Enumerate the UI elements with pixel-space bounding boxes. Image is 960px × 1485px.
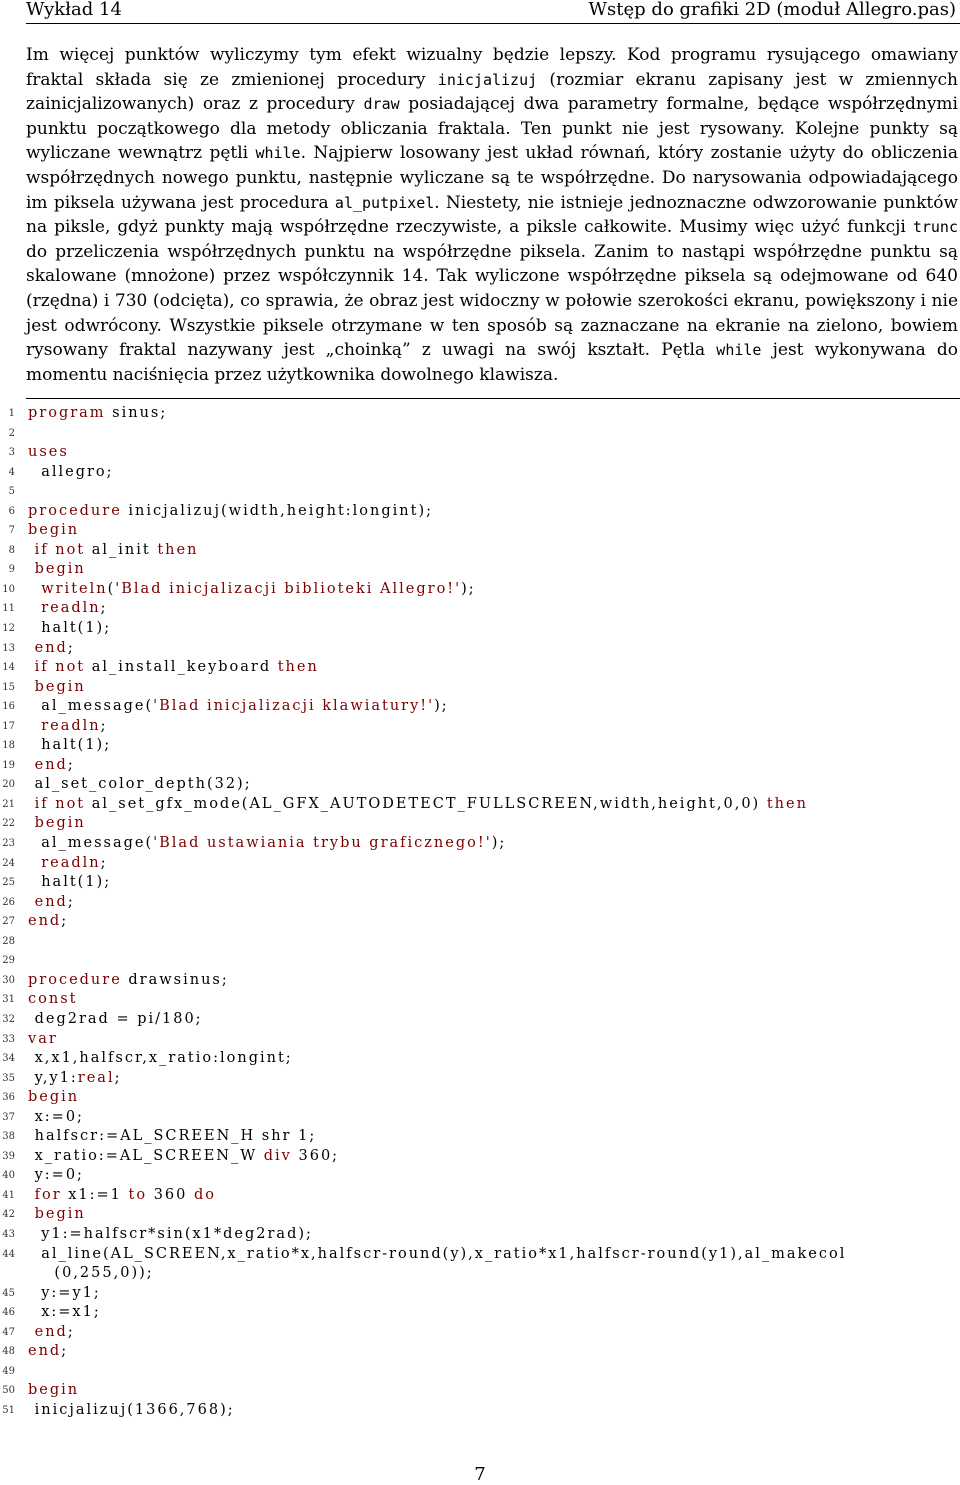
code-line (0, 1245, 960, 1265)
code-text: al_message( (28, 835, 154, 852)
code-text: x1:=1 (61, 1186, 129, 1203)
code-rule (26, 398, 960, 399)
code-line (0, 971, 960, 991)
code-text: 360; (291, 1147, 340, 1164)
code-line (0, 1127, 960, 1147)
line-number: 50 (2, 1385, 15, 1397)
line-number: 49 (2, 1365, 15, 1377)
header-course-title: Wstęp do grafiki 2D (moduł Allegro.pas) (588, 0, 956, 20)
code-keyword: end (34, 756, 68, 773)
code-line (0, 736, 960, 756)
line-number: 4 (8, 466, 15, 478)
line-number: 11 (2, 603, 15, 615)
code-keyword: for (34, 1186, 62, 1203)
code-string: 'Blad inicjalizacji biblioteki Allegro!' (115, 580, 462, 597)
line-number: 5 (8, 486, 15, 498)
code-line (0, 854, 960, 874)
code-source (28, 1147, 339, 1167)
line-number: 16 (2, 701, 15, 713)
code-source (28, 1342, 68, 1362)
code-text: sinus; (105, 405, 168, 421)
code-line (0, 1108, 960, 1128)
code-source (28, 1284, 101, 1304)
code-line (0, 1264, 960, 1284)
code-line (0, 619, 960, 639)
line-number: 37 (2, 1111, 15, 1123)
code-line (0, 424, 960, 444)
line-number: 20 (2, 779, 15, 791)
code-keyword: not (55, 795, 86, 812)
line-number: 14 (2, 662, 15, 674)
code-source (28, 1381, 79, 1401)
code-text (28, 1324, 35, 1340)
code-text: ); (434, 698, 449, 715)
code-line (0, 658, 960, 678)
code-keyword: const (28, 991, 78, 1008)
paragraph-text: Im więcej punktów wyliczymy tym efekt wizualny będzie lepszy. Kod programu rysującego omawiany fraktal składa się ze zmienionej procedury (26, 45, 958, 90)
line-number: 7 (8, 525, 15, 537)
code-keyword: procedure (28, 971, 122, 988)
code-source (28, 541, 198, 561)
code-source (28, 1245, 846, 1265)
code-source (28, 854, 108, 874)
line-number: 10 (2, 583, 15, 595)
line-number: 40 (2, 1170, 15, 1182)
code-text: ; (67, 756, 75, 773)
code-source (28, 736, 111, 756)
code-keyword: not (55, 541, 86, 558)
code-line (0, 1323, 960, 1343)
code-source (28, 1264, 154, 1284)
code-line (0, 717, 960, 737)
line-number: 43 (2, 1228, 15, 1240)
code-line (0, 1010, 960, 1030)
code-line (0, 1030, 960, 1050)
code-text (28, 855, 41, 871)
line-number: 22 (2, 818, 15, 830)
code-text (28, 1187, 35, 1203)
code-source (28, 912, 68, 932)
code-keyword: begin (28, 522, 80, 539)
code-source (28, 521, 79, 541)
line-number: 26 (2, 896, 15, 908)
code-line (0, 775, 960, 795)
code-text: halt(1); (28, 620, 112, 637)
code-keyword: program (28, 405, 106, 421)
line-number: 35 (2, 1072, 15, 1084)
code-text: halt(1); (28, 874, 112, 891)
code-text: x,x1,halfscr,x_ratio:longint; (28, 1050, 293, 1067)
code-source (28, 1166, 84, 1186)
line-number: 24 (2, 857, 15, 869)
code-text: ; (100, 600, 108, 617)
code-line (0, 1362, 960, 1382)
code-source (28, 1323, 75, 1343)
code-source (28, 404, 167, 424)
code-keyword: then (277, 659, 319, 676)
code-string: 'Blad inicjalizacji klawiatury!' (153, 698, 435, 715)
code-text (28, 581, 41, 597)
code-source (28, 443, 69, 463)
code-line (0, 1225, 960, 1245)
code-source (28, 1088, 79, 1108)
code-source (28, 1049, 293, 1069)
code-source (28, 775, 252, 795)
line-number: 30 (2, 974, 15, 986)
line-number: 21 (2, 798, 15, 810)
body-paragraph (26, 43, 958, 387)
line-number: 31 (2, 994, 15, 1006)
code-line (0, 541, 960, 561)
inline-code: inicjalizuj (437, 70, 538, 89)
code-line (0, 639, 960, 659)
paragraph-text: . Najpierw losowany jest układ równań, który zostanie użyty do obliczenia współrzędnych nowego punktu, następnie wyliczane są te współrzędne. Do narysowania odpowiadającego im piksela używana jest procedura (26, 143, 958, 213)
code-line (0, 1401, 960, 1421)
code-text (28, 659, 35, 675)
code-line (0, 756, 960, 776)
code-text: ; (100, 717, 108, 734)
header-rule (26, 23, 960, 24)
line-number: 8 (8, 544, 15, 556)
line-number: 32 (2, 1013, 15, 1025)
code-line (0, 951, 960, 971)
code-line (0, 502, 960, 522)
code-line (0, 560, 960, 580)
code-keyword: readln (41, 854, 101, 871)
code-line (0, 1147, 960, 1167)
code-text: ; (67, 1323, 75, 1340)
line-number: 25 (2, 877, 15, 889)
line-number: 39 (2, 1150, 15, 1162)
code-keyword: readln (41, 717, 101, 734)
code-keyword: begin (34, 678, 86, 695)
line-number: 44 (2, 1248, 15, 1260)
code-line (0, 482, 960, 502)
line-number: 48 (2, 1346, 15, 1358)
code-source (28, 639, 75, 659)
line-number: 47 (2, 1326, 15, 1338)
code-text: al_line(AL_SCREEN,x_ratio*x,halfscr-round(y),x_ratio*x1,halfscr-round(y1),al_makecol (28, 1245, 847, 1262)
line-number: 42 (2, 1209, 15, 1221)
line-number: 6 (8, 505, 15, 517)
code-line (0, 834, 960, 854)
code-line (0, 443, 960, 463)
paragraph-text: jest wykonywana do momentu naciśnięcia przez użytkownika dowolnego klawisza. (26, 340, 958, 385)
code-text: ( (107, 580, 116, 597)
code-text: deg2rad = pi/180; (28, 1010, 203, 1027)
code-line (0, 678, 960, 698)
code-source (28, 893, 75, 913)
code-line (0, 990, 960, 1010)
line-number: 36 (2, 1092, 15, 1104)
line-number: 28 (2, 935, 15, 947)
code-keyword: begin (28, 1382, 80, 1399)
code-text: ; (61, 1343, 69, 1360)
line-number: 33 (2, 1033, 15, 1045)
code-text (28, 894, 35, 910)
code-keyword: real (77, 1069, 115, 1086)
code-text: allegro; (28, 463, 114, 480)
code-line (0, 1088, 960, 1108)
code-source (28, 1127, 316, 1147)
code-source (28, 1225, 313, 1245)
code-source (28, 717, 108, 737)
code-text: halt(1); (28, 737, 112, 754)
code-text: al_set_gfx_mode(AL_GFX_AUTODETECT_FULLSCREEN,width,height,0,0) (85, 795, 767, 812)
code-line (0, 1166, 960, 1186)
code-text: ; (67, 893, 75, 910)
code-keyword: to (128, 1186, 148, 1203)
code-text: ; (67, 639, 75, 656)
code-text: x_ratio:=AL_SCREEN_W (28, 1147, 264, 1164)
line-number: 17 (2, 720, 15, 732)
paragraph-text: (rozmiar ekranu zapisany jest w zmiennych zainicjalizowanych) oraz z procedury (26, 69, 958, 115)
code-text: al_set_color_depth(32); (28, 776, 252, 793)
inline-code: al_putpixel (334, 193, 435, 212)
code-keyword: writeln (41, 580, 108, 597)
line-number: 9 (8, 564, 15, 576)
code-keyword: if (34, 541, 49, 558)
code-source (28, 1108, 84, 1128)
code-source (28, 560, 86, 580)
code-source (28, 1030, 58, 1050)
code-line (0, 814, 960, 834)
code-line (0, 1284, 960, 1304)
code-text: ; (61, 913, 69, 930)
code-source (28, 463, 114, 483)
line-number: 19 (2, 759, 15, 771)
page-number: 7 (474, 1464, 486, 1485)
code-text: y:=0; (28, 1167, 84, 1184)
code-source (28, 599, 108, 619)
line-number: 23 (2, 838, 15, 850)
code-source (28, 697, 449, 717)
line-number: 15 (2, 681, 15, 693)
code-source (28, 873, 111, 893)
code-keyword: do (194, 1186, 217, 1203)
page-header (26, 0, 960, 24)
code-text (28, 561, 35, 577)
code-line (0, 912, 960, 932)
paragraph-text: . Niestety, nie istnieje jednoznaczne odwzorowanie punktów na piksle, gdyż punkty mają współrzędne rzeczywiste, a piksle całkowite. Musimy więc użyć funkcji (26, 192, 958, 238)
code-source (28, 971, 229, 991)
code-text: ); (461, 580, 476, 597)
code-line (0, 1381, 960, 1401)
code-keyword: begin (28, 1089, 80, 1106)
code-source (28, 658, 319, 678)
code-keyword: begin (34, 815, 86, 832)
code-text (28, 679, 35, 695)
code-keyword: begin (34, 561, 86, 578)
code-line (0, 1205, 960, 1225)
code-text: x:=0; (28, 1108, 84, 1125)
code-keyword: uses (28, 444, 69, 461)
code-source (28, 1205, 86, 1225)
line-number: 13 (2, 642, 15, 654)
code-text (28, 796, 35, 812)
code-keyword: procedure (28, 502, 122, 519)
code-keyword: begin (34, 1206, 86, 1223)
code-source (28, 502, 433, 522)
code-text: inicjalizuj(1366,768); (28, 1401, 235, 1418)
code-listing (0, 404, 960, 1420)
code-keyword: end (34, 639, 68, 656)
code-line (0, 1303, 960, 1323)
code-text (28, 718, 41, 734)
code-source (28, 580, 476, 600)
code-line (0, 795, 960, 815)
code-keyword: then (766, 795, 808, 812)
code-text: y,y1: (28, 1069, 78, 1086)
code-keyword: end (34, 1323, 68, 1340)
line-number: 18 (2, 740, 15, 752)
code-line (0, 697, 960, 717)
code-text: ); (491, 835, 507, 852)
inline-code: while (716, 341, 762, 360)
code-keyword: then (157, 541, 199, 558)
code-text: drawsinus; (121, 971, 229, 988)
code-line (0, 932, 960, 952)
code-line (0, 463, 960, 483)
inline-code: draw (363, 95, 400, 114)
code-line (0, 1342, 960, 1362)
code-text: ; (114, 1069, 122, 1086)
code-text: y:=y1; (28, 1284, 101, 1301)
code-source (28, 1401, 235, 1421)
code-source (28, 814, 86, 834)
code-source (28, 678, 86, 698)
code-text (28, 815, 35, 831)
code-line (0, 521, 960, 541)
line-number: 34 (2, 1053, 15, 1065)
code-text: y1:=halfscr*sin(x1*deg2rad); (28, 1225, 313, 1242)
inline-code: while (255, 144, 301, 163)
code-text (28, 542, 35, 558)
code-line (0, 1186, 960, 1206)
line-number: 41 (2, 1189, 15, 1201)
code-text: inicjalizuj(width,height:longint); (121, 502, 433, 519)
code-text: (0,255,0)); (28, 1265, 154, 1282)
code-source (28, 619, 111, 639)
code-keyword: end (34, 893, 68, 910)
code-line (0, 873, 960, 893)
line-number: 38 (2, 1131, 15, 1143)
code-source (28, 990, 77, 1010)
code-source (28, 795, 808, 815)
code-text: x:=x1; (28, 1304, 101, 1321)
code-keyword: div (263, 1147, 292, 1164)
inline-code: trunc (912, 218, 958, 237)
code-source (28, 1186, 216, 1206)
code-text: 360 (147, 1186, 194, 1203)
code-keyword: if (34, 795, 49, 812)
code-line (0, 893, 960, 913)
code-source (28, 1069, 121, 1089)
paragraph-text: posiadającej dwa parametry formalne, będące współrzędnymi punktu początkowego dla metody obliczania fraktala. Ten punkt nie jest rysowany. Kolejne punkty są wyliczane wewnątrz pętli (26, 94, 958, 164)
line-number: 46 (2, 1307, 15, 1319)
code-text (28, 600, 41, 616)
code-line (0, 404, 960, 424)
code-line (0, 599, 960, 619)
line-number: 45 (2, 1287, 15, 1299)
paragraph-text: do przeliczenia współrzędnych punktu na współrzędne piksela. Zanim to nastąpi współrzędne punktu są skalowane (mnożone) przez współczynnik 14. Tak wyliczone współrzędne piksela są odejmowane od 640 (rzędna) i 730 (odcięta), co sprawia, że obraz jest widoczny w połowie szerokości ekranu, powiększony i nie jest odwrócony. Wszystkie piksele otrzymane w ten sposób są zaznaczane na ekranie na zielono, bowiem rysowany fraktal nazywany jest „choinką” z uwagi na swój kształt. Pętla (26, 241, 958, 361)
code-source (28, 1303, 101, 1323)
line-number: 27 (2, 916, 15, 928)
line-number: 29 (2, 955, 15, 967)
code-text (28, 640, 35, 656)
line-number: 1 (8, 408, 15, 419)
code-text (28, 1206, 35, 1222)
code-keyword: end (28, 1343, 62, 1360)
code-keyword: end (28, 913, 62, 930)
header-lecture-title: Wykład 14 (26, 0, 122, 20)
line-number: 12 (2, 623, 15, 635)
code-keyword: if (34, 659, 49, 676)
code-string: 'Blad ustawiania trybu graficznego!' (153, 835, 492, 852)
code-text (28, 757, 35, 773)
line-number: 51 (2, 1404, 15, 1416)
code-line (0, 580, 960, 600)
line-number: 3 (8, 447, 15, 459)
code-text: halfscr:=AL_SCREEN_H shr 1; (28, 1128, 317, 1145)
code-line (0, 1049, 960, 1069)
code-source (28, 834, 506, 854)
code-keyword: readln (41, 600, 101, 617)
code-text: al_init (85, 541, 158, 558)
code-line (0, 1069, 960, 1089)
line-number: 2 (8, 427, 15, 439)
code-text: ; (100, 854, 108, 871)
code-text: al_message( (28, 698, 154, 715)
code-source (28, 756, 75, 776)
code-source (28, 1010, 203, 1030)
code-text: al_install_keyboard (85, 659, 278, 676)
code-keyword: var (28, 1030, 58, 1047)
code-keyword: not (55, 659, 86, 676)
